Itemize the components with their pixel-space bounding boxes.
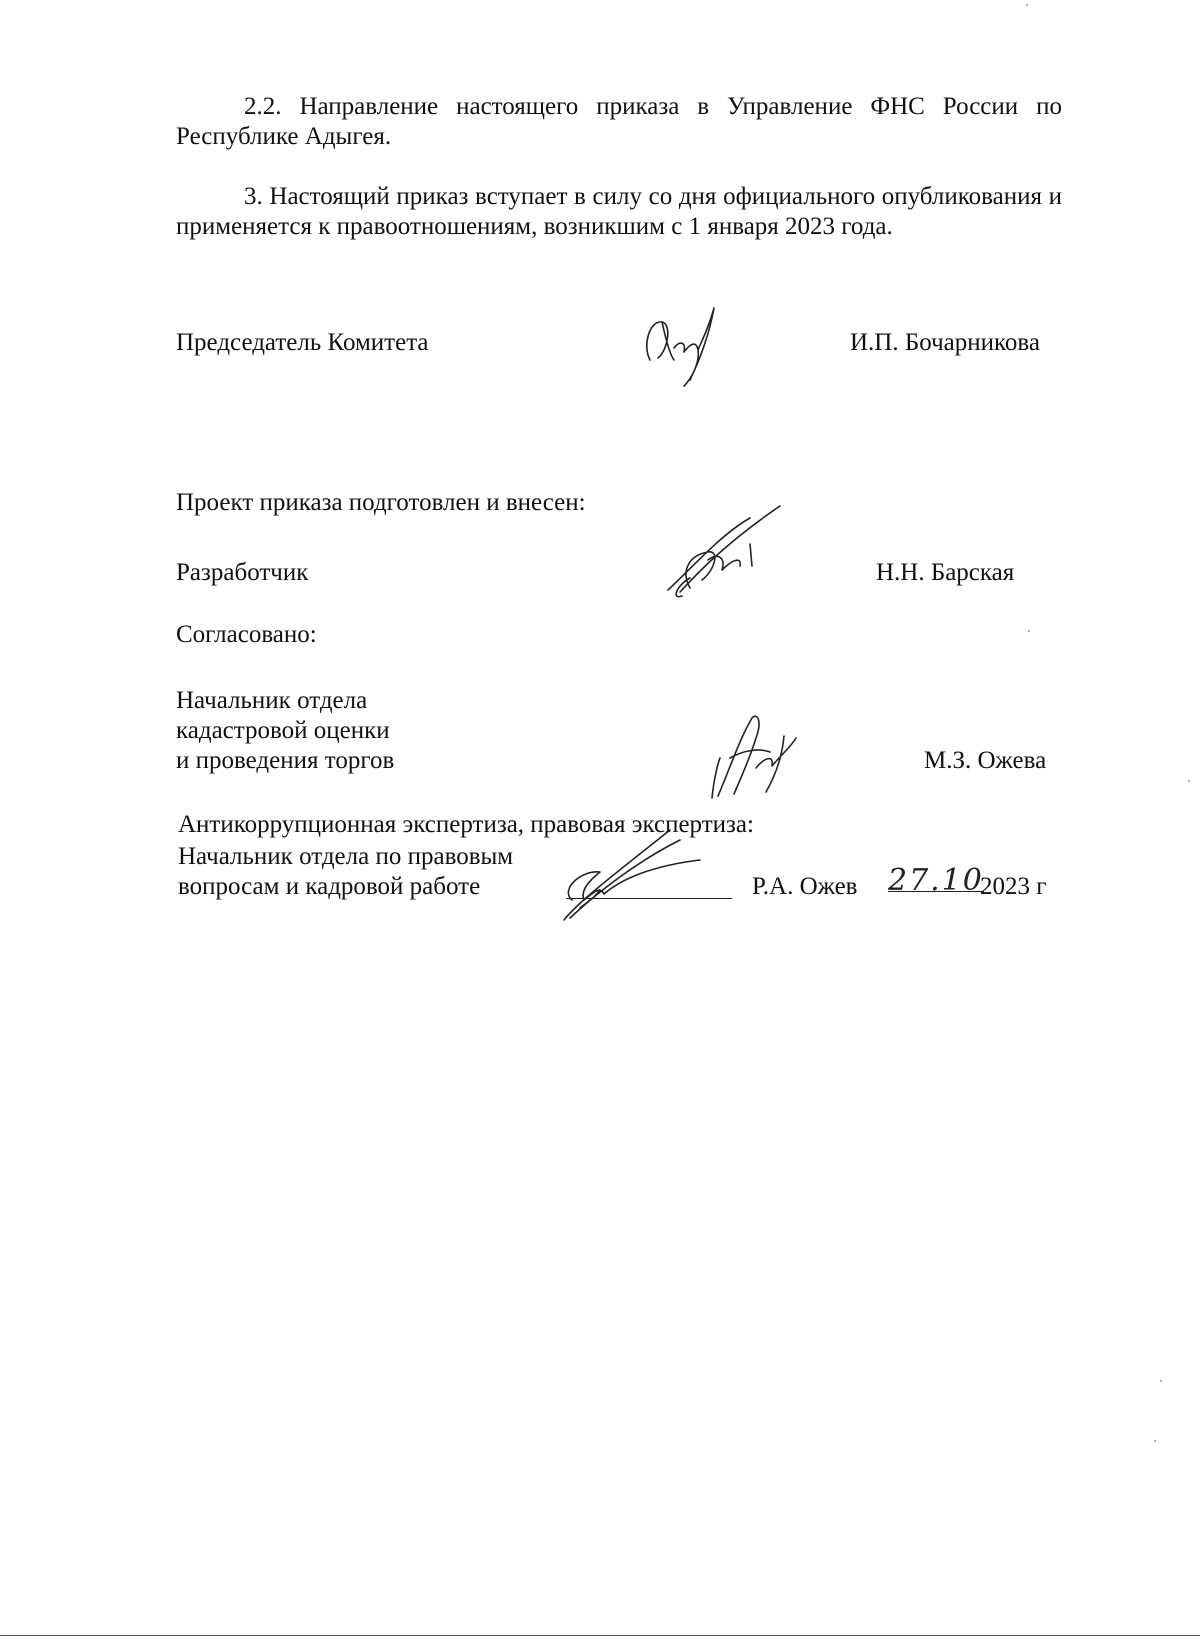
legal-head-name: Р.А. Ожев: [752, 873, 858, 900]
cadastral-position-line1: Начальник отдела: [176, 687, 368, 714]
scan-speck: [1026, 4, 1028, 6]
cadastral-position-line2: кадастровой оценки: [176, 717, 390, 744]
legal-position-line2: вопросам и кадровой работе: [178, 873, 481, 900]
paragraph-3: 3. Настоящий приказ вступает в силу со дня официального опубликования и применяется к правоотношениям, возникшим с 1 января 2023 года.: [176, 183, 1062, 240]
scan-speck: [1188, 780, 1190, 782]
date-year: 2023 г: [980, 873, 1047, 900]
paragraph-2-2: 2.2. Направление настоящего приказа в Управление ФНС России по Республике Адыгея.: [176, 93, 1062, 150]
legal-review-heading: Антикоррупционная экспертиза, правовая экспертиза:: [178, 811, 754, 838]
developer-name: Н.Н. Барская: [876, 559, 1015, 586]
chairman-signature: [640, 300, 750, 400]
scan-speck: [1028, 630, 1030, 632]
approved-heading: Согласовано:: [176, 621, 317, 648]
scan-speck: [1154, 1440, 1156, 1442]
chairman-name: И.П. Бочарникова: [850, 329, 1040, 356]
cadastral-position-line3: и проведения торгов: [176, 747, 395, 774]
legal-position-line1: Начальник отдела по правовым: [178, 843, 514, 870]
scan-speck: [1160, 1380, 1162, 1382]
cadastral-head-name: М.З. Ожева: [924, 747, 1047, 774]
prepared-heading: Проект приказа подготовлен и внесен:: [176, 489, 586, 516]
handwritten-date: 27.10: [888, 863, 984, 898]
cadastral-head-signature: [700, 708, 810, 808]
developer-role: Разработчик: [176, 559, 309, 586]
chairman-position: Председатель Комитета: [176, 329, 429, 356]
developer-signature: [660, 500, 800, 610]
legal-head-signature: [560, 820, 720, 930]
page-bottom-edge: [0, 1635, 1200, 1636]
